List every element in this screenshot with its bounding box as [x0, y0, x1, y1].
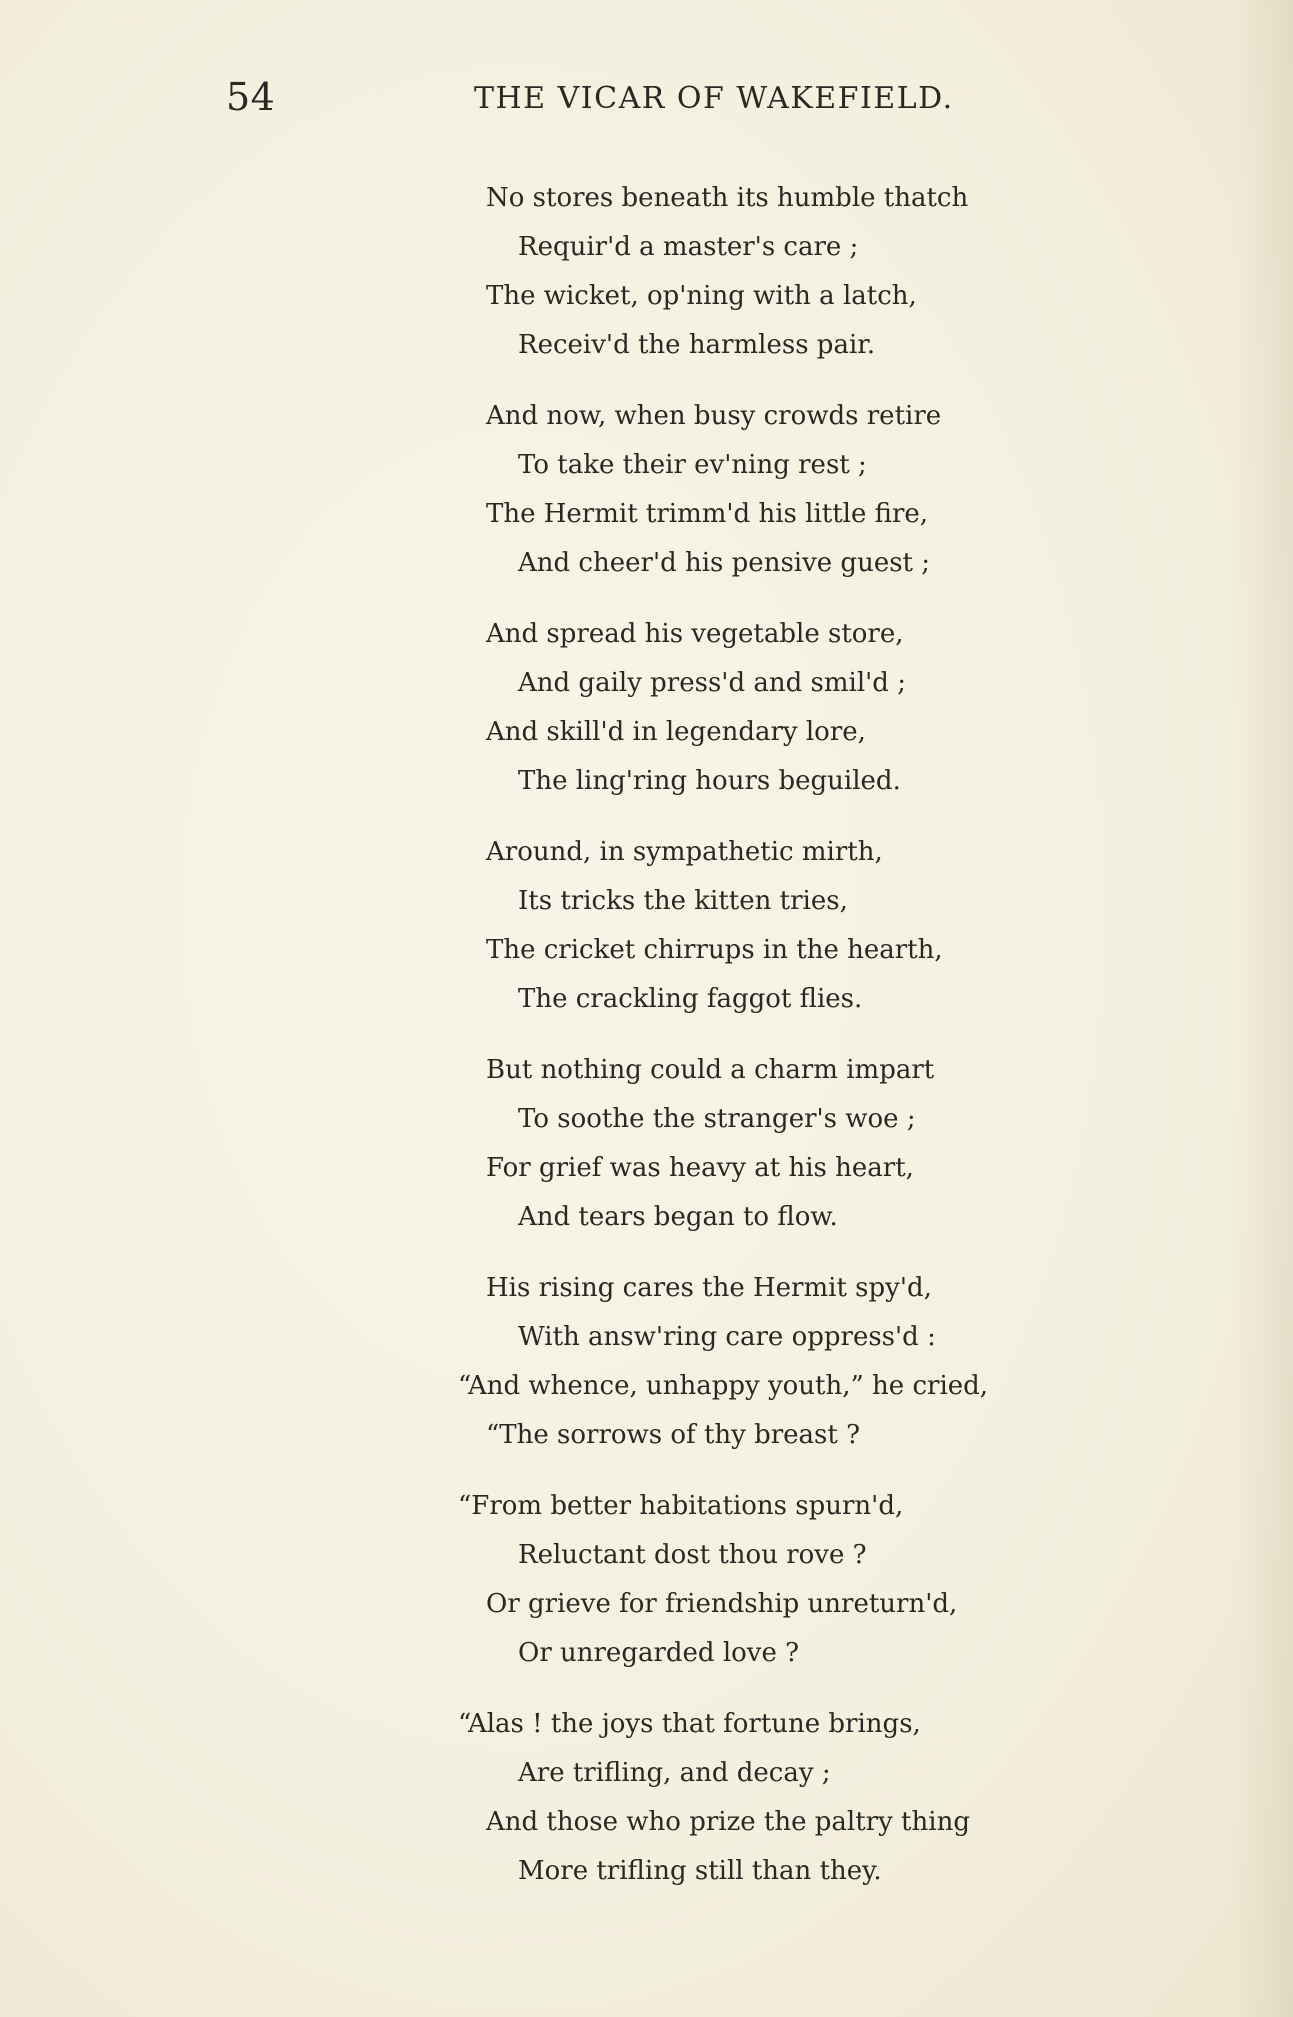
poem-line: The wicket, op'ning with a latch, [486, 281, 917, 311]
poem-line: Or grieve for friendship unreturn'd, [486, 1589, 958, 1619]
poem-line: The crackling faggot flies. [518, 984, 863, 1014]
poem-line: The Hermit trimm'd his little fire, [486, 499, 929, 529]
poem-line: His rising cares the Hermit spy'd, [486, 1273, 932, 1303]
poem-line: And cheer'd his pensive guest ; [518, 548, 931, 578]
running-title: THE VICAR OF WAKEFIELD. [474, 81, 954, 116]
poem-line: But nothing could a charm impart [486, 1055, 935, 1085]
stanza-3 [486, 610, 1146, 806]
poem-line: To soothe the stranger's woe ; [518, 1104, 916, 1134]
stanza-1 [486, 174, 1146, 370]
stanza-5 [486, 1046, 1146, 1242]
poem-line: With answ'ring care oppress'd : [518, 1322, 936, 1352]
poem-line: More trifling still than they. [518, 1856, 882, 1886]
poem-line: Requir'd a master's care ; [518, 232, 859, 262]
poem-line: “The sorrows of thy breast ? [486, 1420, 861, 1450]
poem-line: And those who prize the paltry thing [486, 1807, 970, 1837]
poem-line: Its tricks the kitten tries, [518, 886, 848, 916]
poem-line: “Alas ! the joys that fortune brings, [458, 1709, 921, 1739]
poem-line: Around, in sympathetic mirth, [486, 837, 883, 867]
page-number: 54 [226, 75, 276, 119]
poem-line: And gaily press'd and smil'd ; [518, 668, 906, 698]
poem-line: No stores beneath its humble thatch [486, 183, 969, 213]
poem-line: And now, when busy crowds retire [486, 401, 942, 431]
poem-line: “From better habitations spurn'd, [458, 1491, 904, 1521]
poem-line: Reluctant dost thou rove ? [518, 1540, 867, 1570]
stanza-8 [458, 1700, 1146, 1896]
poem-line: The cricket chirrups in the hearth, [486, 935, 943, 965]
poem-line: To take their ev'ning rest ; [518, 450, 867, 480]
poem-line: And spread his vegetable store, [486, 619, 904, 649]
poem [458, 174, 1146, 1918]
stanza-4 [486, 828, 1146, 1024]
poem-line: For grief was heavy at his heart, [486, 1153, 914, 1183]
poem-line: “And whence, unhappy youth,” he cried, [458, 1371, 989, 1401]
poem-line: Receiv'd the harmless pair. [518, 330, 876, 360]
poem-line: Are trifling, and decay ; [518, 1758, 831, 1788]
poem-line: And skill'd in legendary lore, [486, 717, 866, 747]
stanza-6 [458, 1264, 1146, 1460]
stanza-7 [458, 1482, 1146, 1678]
stanza-2 [486, 392, 1146, 588]
page-edge-shadow [1233, 0, 1293, 2017]
poem-line: And tears began to flow. [518, 1202, 838, 1232]
poem-line: The ling'ring hours beguiled. [518, 766, 901, 796]
poem-line: Or unregarded love ? [518, 1638, 800, 1668]
